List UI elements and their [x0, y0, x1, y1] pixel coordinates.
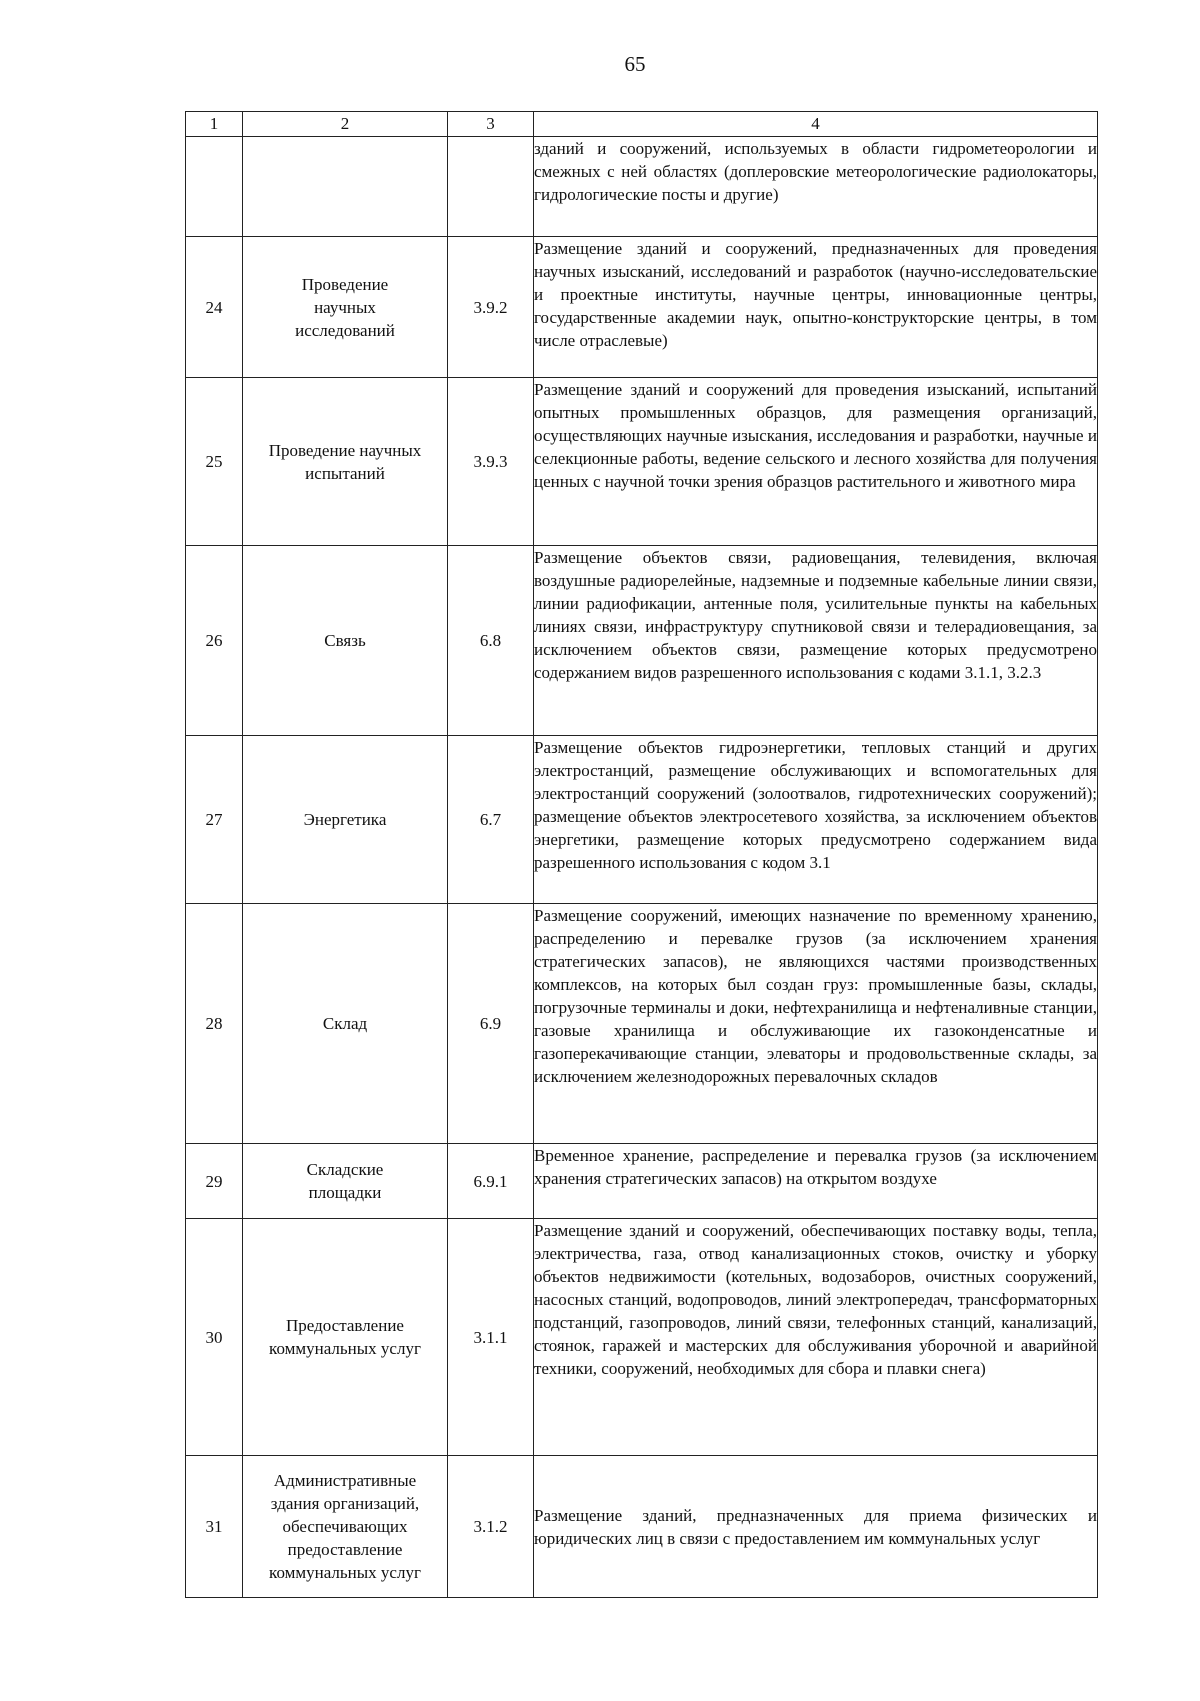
use-type-name: Проведение научных испытаний: [243, 378, 448, 546]
header-col-2: 2: [243, 112, 448, 137]
row-number: 25: [186, 378, 243, 546]
use-type-name: Энергетика: [243, 736, 448, 904]
land-use-table: [185, 111, 1098, 1598]
row-number: 28: [186, 904, 243, 1144]
table-row: [186, 546, 1098, 736]
use-type-name: Складские площадки: [243, 1144, 448, 1219]
use-type-description: зданий и сооружений, используемых в области гидрометеорологии и смежных с ней областях (доплеровские метеорологические радиолокаторы, гидрологические посты и другие): [534, 137, 1098, 237]
use-type-code: 3.9.3: [448, 378, 534, 546]
table-row: [186, 904, 1098, 1144]
table-row: [186, 378, 1098, 546]
page-number: 65: [624, 52, 646, 76]
use-type-description: Размещение объектов связи, радиовещания, телевидения, включая воздушные радиорелейные, надземные и подземные кабельные линии связи, линии радиофикации, антенные поля, усилительные пункты на кабельных линиях связи, инфраструктуру спутниковой связи и телерадиовещания, за исключением объектов связи, размещение которых предусмотрено содержанием видов разрешенного использования с кодами 3.1.1, 3.2.3: [534, 546, 1098, 736]
use-type-code: 3.1.2: [448, 1456, 534, 1598]
use-type-name: Связь: [243, 546, 448, 736]
header-col-1: 1: [186, 112, 243, 137]
use-type-code: [448, 137, 534, 237]
table-row: [186, 1456, 1098, 1598]
header-row: [186, 112, 1098, 137]
row-number: [186, 137, 243, 237]
row-number: 27: [186, 736, 243, 904]
use-type-name: [243, 137, 448, 237]
use-type-name: Проведение научных исследований: [243, 237, 448, 378]
table-row: [186, 237, 1098, 378]
use-type-code: 3.1.1: [448, 1219, 534, 1456]
row-number: 30: [186, 1219, 243, 1456]
use-type-description: Размещение зданий, предназначенных для приема физических и юридических лиц в связи с предоставлением им коммунальных услуг: [534, 1456, 1098, 1598]
use-type-description: Размещение зданий и сооружений, обеспечивающих поставку воды, тепла, электричества, газа, отвод канализационных стоков, очистку и уборку объектов недвижимости (котельных, водозаборов, очистных сооружений, насосных станций, водопроводов, линий электропередач, трансформаторных подстанций, газопроводов, линий связи, телефонных станций, канализаций, стоянок, гаражей и мастерских для обслуживания уборочной и аварийной техники, сооружений, необходимых для сбора и плавки снега): [534, 1219, 1098, 1456]
row-number: 31: [186, 1456, 243, 1598]
table-row: [186, 736, 1098, 904]
use-type-name: Склад: [243, 904, 448, 1144]
row-number: 24: [186, 237, 243, 378]
use-type-code: 6.8: [448, 546, 534, 736]
use-type-description: Временное хранение, распределение и перевалка грузов (за исключением хранения стратегических запасов) на открытом воздухе: [534, 1144, 1098, 1219]
use-type-code: 6.9.1: [448, 1144, 534, 1219]
row-number: 29: [186, 1144, 243, 1219]
use-type-code: 6.9: [448, 904, 534, 1144]
use-type-name: Предоставление коммунальных услуг: [243, 1219, 448, 1456]
use-type-description: Размещение объектов гидроэнергетики, тепловых станций и других электростанций, размещение обслуживающих и вспомогательных для электростанций сооружений (золоотвалов, гидротехнических сооружений); размещение объектов электросетевого хозяйства, за исключением объектов энергетики, размещение которых предусмотрено содержанием вида разрешенного использования с кодом 3.1: [534, 736, 1098, 904]
use-type-description: Размещение сооружений, имеющих назначение по временному хранению, распределению и перевалке грузов (за исключением хранения стратегических запасов), не являющихся частями производственных комплексов, на которых был создан груз: промышленные базы, склады, погрузочные терминалы и доки, нефтехранилища и нефтеналивные станции, газовые хранилища и обслуживающие их газоконденсатные и газоперекачивающие станции, элеваторы и продовольственные склады, за исключением железнодорожных перевалочных складов: [534, 904, 1098, 1144]
table-row: [186, 1219, 1098, 1456]
use-type-description: Размещение зданий и сооружений, предназначенных для проведения научных изысканий, исследований и разработок (научно-исследовательские и проектные институты, научные центры, инновационные центры, государственные академии наук, опытно-конструкторские центры, в том числе отраслевые): [534, 237, 1098, 378]
use-type-name: Административные здания организаций, обеспечивающих предоставление коммунальных услуг: [243, 1456, 448, 1598]
use-type-description: Размещение зданий и сооружений для проведения изысканий, испытаний опытных промышленных образцов, для размещения организаций, осуществляющих научные изыскания, исследования и разработки, научные и селекционные работы, ведение сельского и лесного хозяйства для получения ценных с научной точки зрения образцов растительного и животного мира: [534, 378, 1098, 546]
table-row: [186, 137, 1098, 237]
header-col-4: 4: [534, 112, 1098, 137]
use-type-code: 3.9.2: [448, 237, 534, 378]
header-col-3: 3: [448, 112, 534, 137]
table-row: [186, 1144, 1098, 1219]
row-number: 26: [186, 546, 243, 736]
use-type-code: 6.7: [448, 736, 534, 904]
